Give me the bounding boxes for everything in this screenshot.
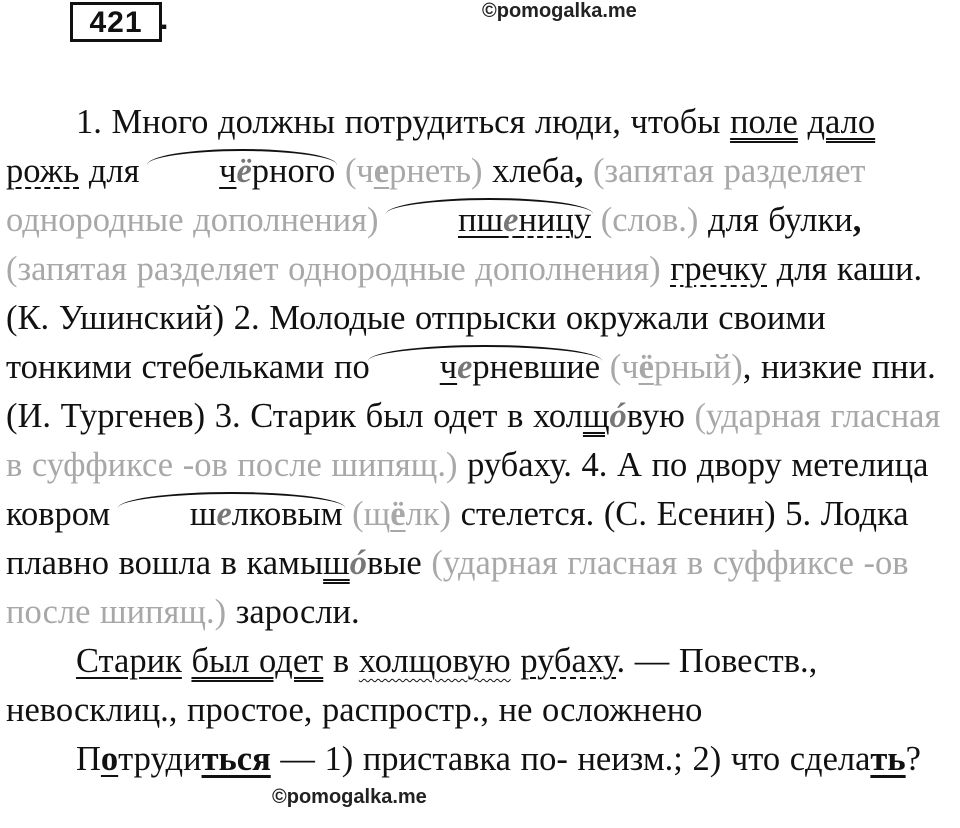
exercise-number-box: [70, 2, 162, 42]
suffix-mark: ться: [201, 740, 271, 778]
watermark-top: ©pomogalka.me: [482, 0, 637, 22]
text-run: . — Повеств., невосклиц., простое, распростр., не осложнено: [6, 642, 818, 729]
root-arc-word: [370, 343, 600, 392]
root-arc-word: [120, 490, 343, 539]
text-run: рного: [251, 152, 336, 190]
hint-text: (ч: [344, 152, 374, 190]
root-arc-word: [149, 147, 335, 196]
object-word: рожь: [6, 152, 80, 190]
hint-text: (запятая разделяет однородные дополнения): [6, 152, 866, 239]
vowel-mark: ó: [349, 544, 367, 582]
text-run: для: [79, 152, 150, 190]
vowel-mark: е: [503, 201, 519, 239]
exercise-text: [6, 98, 950, 784]
subject-word: Старик: [76, 642, 182, 680]
predicate-word: был одет: [191, 642, 324, 680]
text-run: труди: [118, 740, 202, 778]
text-run: , низкие пни. (И. Тургенев): [6, 348, 936, 435]
exercise-number: 421: [89, 6, 143, 39]
predicate-word: дало: [807, 103, 876, 141]
text-run: — 1) приставка по- неизм.; 2) что сдела: [270, 740, 871, 778]
predicate-word: поле: [730, 103, 798, 141]
consonant-mark: ч: [439, 348, 458, 386]
consonant-mark: щ: [582, 397, 610, 435]
object-word: [388, 196, 591, 245]
text-run: ?: [905, 740, 921, 778]
hint-text: (ударная гласная в суффиксе -ов после шипящ.): [6, 397, 941, 484]
hint-text: (ударная гласная в суффиксе -ов после шипящ.): [6, 544, 909, 631]
text-run: вую: [626, 397, 685, 435]
text-run: 2. Молодые отпрыски окружали своими тонкими стебельками по: [6, 299, 826, 386]
text-run: для булки: [708, 201, 853, 239]
text-run: 5. Лодка плавно вошла в камы: [6, 495, 909, 582]
comma-mark: ,: [852, 201, 862, 239]
text-run: рневшие: [472, 348, 601, 386]
hint-text: (щ: [342, 495, 391, 533]
paragraph-analysis: [6, 637, 950, 735]
consonant-mark: ш: [189, 495, 217, 533]
object-word: рубаху: [520, 642, 617, 680]
hint-text: рный): [653, 348, 743, 386]
hint-vowel: е: [373, 152, 390, 190]
hint-text: рнеть): [389, 152, 483, 190]
exercise-number-dot: .: [160, 3, 169, 36]
consonant-mark: ш: [323, 544, 350, 582]
text-run: 3. Старик был одет в хол: [214, 397, 583, 435]
hint-text: (ч: [600, 348, 639, 386]
hint-text: лк): [405, 495, 461, 533]
vowel-mark: е: [457, 348, 473, 386]
text-run: 4. А по двору метелица ковром: [6, 446, 929, 533]
hint-text: (запятая разделяет однородные дополнения): [6, 250, 671, 288]
consonant-mark: ч: [219, 152, 237, 190]
prefix-vowel: о: [100, 740, 119, 778]
paragraph-sentences: [6, 98, 950, 637]
object-word: гречку: [670, 250, 768, 288]
comma-mark: ,: [574, 152, 584, 190]
text-run: стелется. (С. Есенин): [460, 495, 786, 533]
text-run: лковым: [231, 495, 343, 533]
text-run: рубаху.: [467, 446, 582, 484]
text-run: заросли.: [235, 593, 360, 631]
vowel-mark: ё: [236, 152, 252, 190]
vowel-mark: ó: [609, 397, 627, 435]
text-run: для каши. (К. Ушинский): [6, 250, 923, 337]
vowel-mark: е: [216, 495, 232, 533]
paragraph-morphology: [6, 735, 950, 784]
text-run: [798, 103, 808, 141]
text-run: ницу: [518, 201, 592, 239]
consonant-mark: пш: [458, 201, 504, 239]
attribute-word: холщовую: [358, 642, 511, 680]
text-run: 1. Много должны потрудиться люди, чтобы: [76, 103, 731, 141]
text-run: вые: [366, 544, 422, 582]
suffix-mark: ть: [870, 740, 906, 778]
watermark-bottom: ©pomogalka.me: [272, 786, 427, 808]
text-run: в: [323, 642, 359, 680]
hint-vowel: ё: [638, 348, 654, 386]
hint-text: (слов.): [591, 201, 709, 239]
text-run: П: [76, 740, 101, 778]
text-run: хлеба: [482, 152, 575, 190]
hint-vowel: ё: [390, 495, 406, 533]
